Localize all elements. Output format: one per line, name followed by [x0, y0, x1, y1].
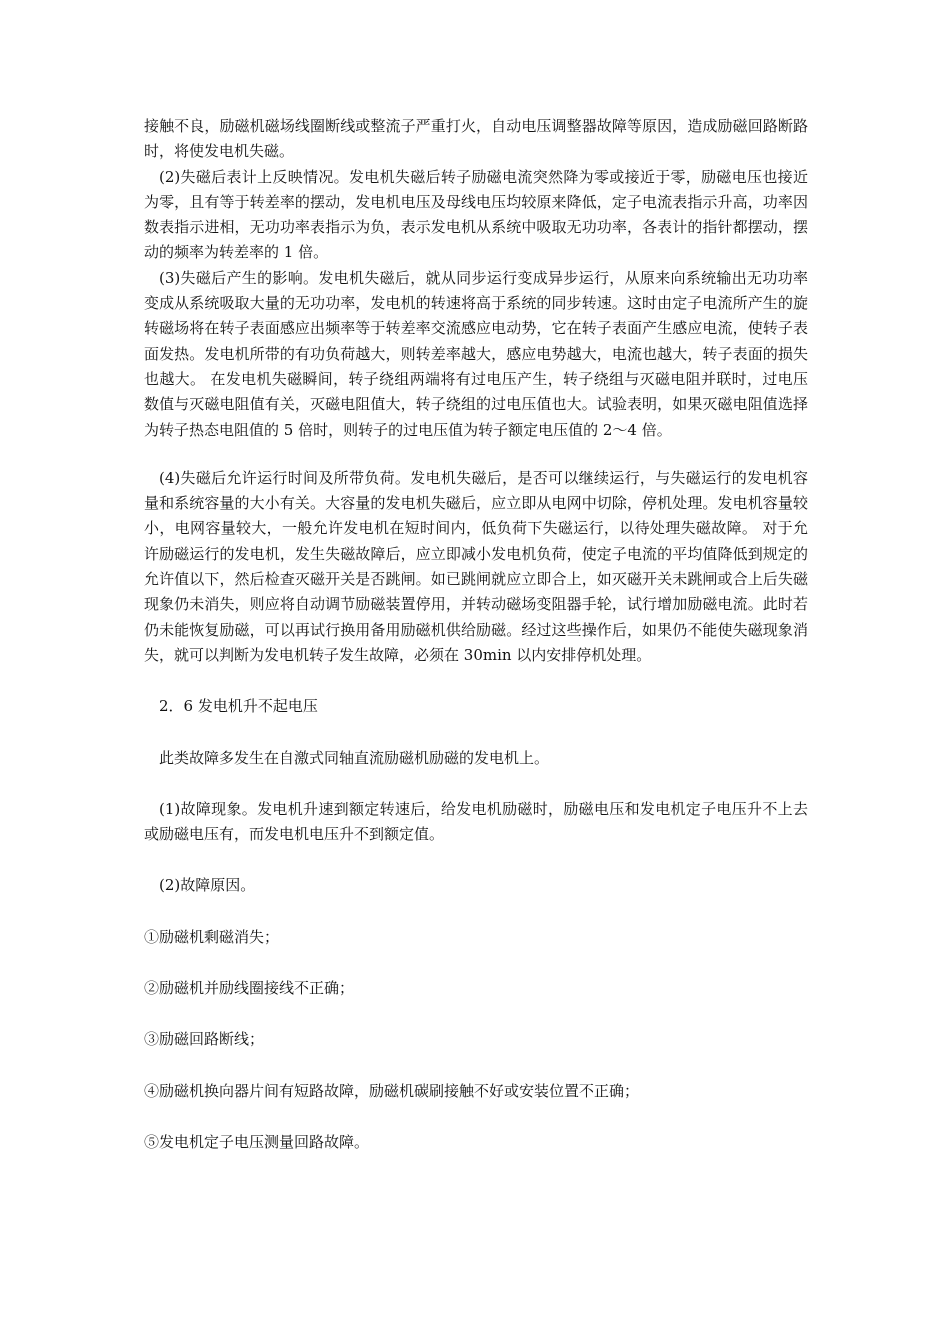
paragraph-symptoms: (2)失磁后表计上反映情况。发电机失磁后转子励磁电流突然降为零或接近于零，励磁电压也接近为零，且有等于转差率的摆动，发电机电压及母线电压均较原来降低，定子电流表指示升高，功率因数表指示进相，无功功率表指示为负，表示发电机从系统中吸取无功功率，各表计的指针都摆动，摆动的频率为转差率的 1 倍。: [144, 167, 808, 262]
paragraph-continuation: 接触不良，励磁机磁场线圈断线或整流子严重打火，自动电压调整器故障等原因，造成励磁回路断路时，将使发电机失磁。: [144, 117, 808, 161]
paragraph-fault-cause: (2)故障原因。: [159, 876, 256, 895]
paragraph-allowed-operation: (4)失磁后允许运行时间及所带负荷。发电机失磁后，是否可以继续运行，与失磁运行的发电机容量和系统容量的大小有关。大容量的发电机失磁后，应立即从电网中切除，停机处理。发电机容量较小，电网容量较大，一般允许发电机在短时间内，低负荷下失磁运行，以待处理失磁故障。 对于允许励磁运行的发电机，发生失磁故障后，应立即减小发电机负荷，使定子电流的平均值降低到规定的允许值以下，然后检查灭磁开关是否跳闸。如已跳闸就应立即合上，如灭磁开关未跳闸或合上后失磁现象仍未消失，则应将自动调节励磁装置停用，并转动磁场变阻器手轮，试行增加励磁电流。此时若仍未能恢复励磁，可以再试行换用备用励磁机供给励磁。经过这些操作后，如果仍不能使失磁现象消失，就可以判断为发电机转子发生故障，必须在 30min 以内安排停机处理。: [144, 468, 808, 664]
document-page: [144, 114, 808, 1155]
list-item: ⑤发电机定子电压测量回路故障。: [144, 1132, 370, 1151]
paragraph-fault-phenomenon: (1)故障现象。发电机升速到额定转速后，给发电机励磁时，励磁电压和发电机定子电压升不上去或励磁电压有，而发电机电压升不到额定值。: [144, 799, 808, 844]
paragraph-effects: (3)失磁后产生的影响。发电机失磁后，就从同步运行变成异步运行，从原来向系统输出无功功率变成从系统吸取大量的无功功率，发电机的转速将高于系统的同步转速。这时由定子电流所产生的旋转磁场将在转子表面感应出频率等于转差率交流感应电动势，它在转子表面产生感应电流，使转子表面发热。发电机所带的有功负荷越大，则转差率越大，感应电势越大，电流也越大，转子表面的损失也越大。 在发电机失磁瞬间，转子绕组两端将有过电压产生，转子绕组与灭磁电阻并联时，过电压数值与灭磁电阻值有关，灭磁电阻值大，转子绕组的过电压值也大。试验表明，如果灭磁电阻值选择为转子热态电阻值的 5 倍时，则转子的过电压值为转子额定电压值的 2～4 倍。: [144, 268, 808, 439]
list-item: ②励磁机并励线圈接线不正确；: [144, 979, 355, 998]
list-item: ④励磁机换向器片间有短路故障，励磁机碳刷接触不好或安装位置不正确；: [144, 1081, 640, 1100]
section-heading: 2．6 发电机升不起电压: [159, 697, 318, 716]
list-item: ③励磁回路断线；: [144, 1030, 265, 1049]
paragraph-intro: 此类故障多发生在自激式同轴直流励磁机励磁的发电机上。: [159, 748, 550, 767]
list-item: ①励磁机剩磁消失；: [144, 927, 280, 946]
